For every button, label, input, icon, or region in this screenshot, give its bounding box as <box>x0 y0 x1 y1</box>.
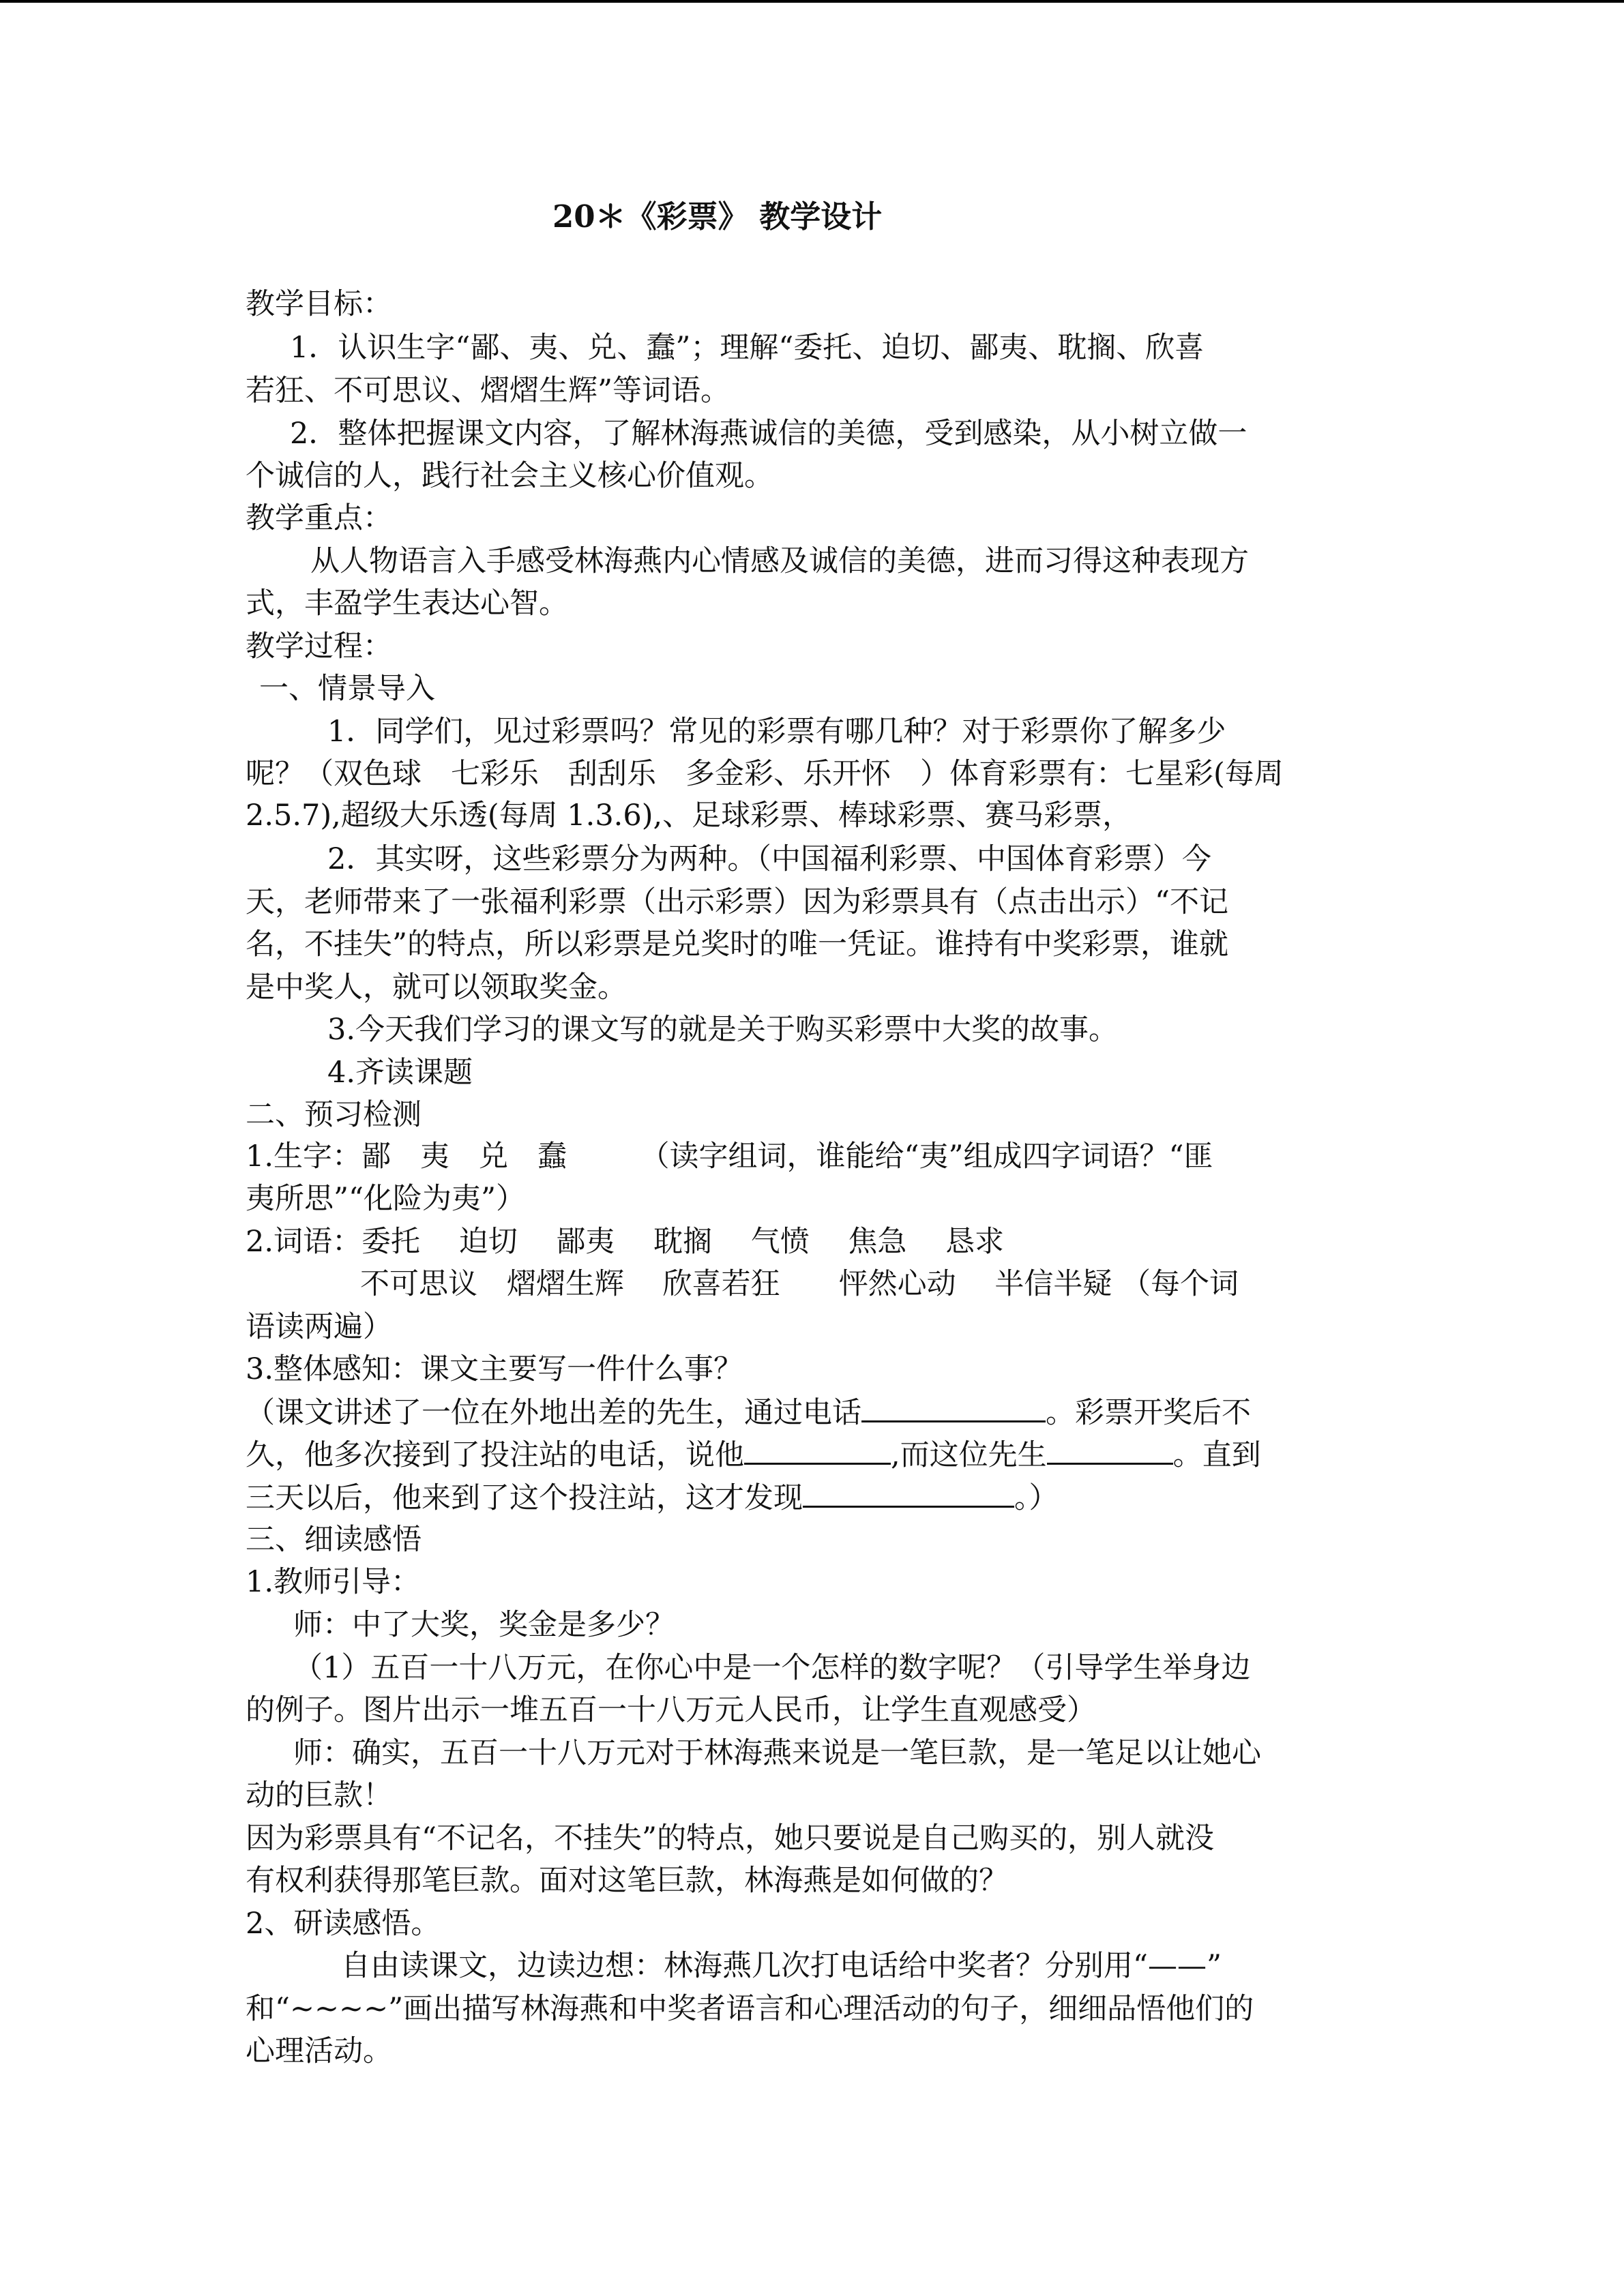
section-1-heading: 一、情景导入 <box>259 672 435 706</box>
s1-p2-line-1: 2．其实呀，这些彩票分为两种。（中国福利彩票、中国体育彩票）今 <box>327 842 1211 876</box>
s1-p3: 3.今天我们学习的课文写的就是关于购买彩票中大奖的故事。 <box>327 1013 1119 1047</box>
answer-blank-3 <box>1047 1435 1173 1465</box>
answer-blank-4 <box>803 1478 1014 1508</box>
s2-p4-line-2-text-c: 。直到 <box>1172 1438 1261 1472</box>
s2-p4-line-3-text-a: 三天以后，他来到了这个投注站，这才发现 <box>246 1481 803 1515</box>
s2-p1-line-1: 1.生字：鄙 夷 兑 蠢 （读字组词，谁能给“夷”组成四字词语？“匪 <box>246 1139 1213 1174</box>
section-2-heading: 二、预习检测 <box>246 1098 422 1132</box>
s2-p2-line-2: 不可思议 熠熠生辉 欣喜若狂 怦然心动 半信半疑 （每个词 <box>360 1267 1239 1301</box>
s3-p4-line-2: 动的巨款！ <box>246 1778 392 1813</box>
s2-p2-line-1: 2.词语：委托 迫切 鄙夷 耽搁 气愤 焦急 恳求 <box>246 1225 1005 1259</box>
answer-blank-2 <box>744 1435 891 1465</box>
s2-p4-line-2 <box>246 1435 1261 1474</box>
s2-p4-line-2-text-a: 久，他多次接到了投注站的电话，说他 <box>246 1438 744 1472</box>
s2-p4-line-3 <box>246 1478 1059 1517</box>
s1-p2-line-2: 天，老师带来了一张福利彩票（出示彩票）因为彩票具有（点击出示）“不记 <box>246 885 1228 919</box>
s3-p1: 1.教师引导： <box>246 1565 421 1599</box>
s2-p4-line-2-text-b: ,而这位先生 <box>891 1438 1047 1472</box>
s1-p1-line-1: 1．同学们，见过彩票吗？常见的彩票有哪几种？对于彩票你了解多少 <box>327 715 1226 749</box>
goals-heading: 教学目标： <box>246 287 392 321</box>
s3-p7-line-2: 和“~~~~”画出描写林海燕和中奖者语言和心理活动的句子，细细品悟他们的 <box>246 1992 1254 2026</box>
goal-2-line-2: 个诚信的人，践行社会主义核心价值观。 <box>246 459 773 493</box>
answer-blank-1 <box>861 1393 1046 1422</box>
s1-p1-line-3: 2.5.7),超级大乐透(每周 1.3.6),、足球彩票、棒球彩票、赛马彩票， <box>246 799 1132 833</box>
s3-p5-line-1: 因为彩票具有“不记名，不挂失”的特点，她只要说是自己购买的，别人就没 <box>246 1821 1214 1855</box>
s3-p4-line-1: 师：确实，五百一十八万元对于林海燕来说是一笔巨款，是一笔足以让她心 <box>293 1736 1261 1770</box>
goal-1-line-1: 1．认识生字“鄙、夷、兑、蠢”；理解“委托、迫切、鄙夷、耽搁、欣喜 <box>290 331 1205 365</box>
s3-p3-line-1: （1）五百一十八万元，在你心中是一个怎样的数字呢？（引导学生举身边 <box>293 1651 1251 1685</box>
document-title: 20＊《彩票》 教学设计 <box>552 198 883 235</box>
s2-p2-line-3: 语读两遍） <box>246 1310 392 1344</box>
s2-p4-line-3-text-b: 。） <box>1014 1481 1059 1515</box>
s2-p4-line-1-text-b: 。彩票开奖后不 <box>1046 1396 1251 1430</box>
s2-p4-line-1 <box>246 1393 1251 1431</box>
goal-2-line-1: 2．整体把握课文内容，了解林海燕诚信的美德，受到感染，从小树立做一 <box>290 417 1247 451</box>
s1-p2-line-3: 名，不挂失”的特点，所以彩票是兑奖时的唯一凭证。谁持有中奖彩票，谁就 <box>246 927 1228 961</box>
s3-p5-line-2: 有权利获得那笔巨款。面对这笔巨款，林海燕是如何做的？ <box>246 1864 1008 1898</box>
s3-p2: 师：中了大奖，奖金是多少？ <box>293 1608 675 1642</box>
key-points-line-2: 式，丰盈学生表达心智。 <box>246 586 568 621</box>
goal-1-line-2: 若狂、不可思议、熠熠生辉”等词语。 <box>246 374 730 408</box>
s2-p3: 3.整体感知：课文主要写一件什么事？ <box>246 1352 743 1386</box>
section-3-heading: 三、细读感悟 <box>246 1523 422 1557</box>
s1-p1-line-2: 呢？（双色球 七彩乐 刮刮乐 多金彩、乐开怀 ）体育彩票有：七星彩(每周 <box>246 757 1284 791</box>
s3-p7-line-1: 自由读课文，边读边想：林海燕几次打电话给中奖者？分别用“——” <box>341 1949 1222 1983</box>
s1-p2-line-4: 是中奖人，就可以领取奖金。 <box>246 970 627 1004</box>
key-points-line-1: 从人物语言入手感受林海燕内心情感及诚信的美德，进而习得这种表现方 <box>310 544 1249 578</box>
s2-p4-line-1-text-a: （课文讲述了一位在外地出差的先生，通过电话 <box>246 1396 861 1430</box>
process-heading: 教学过程： <box>246 629 392 664</box>
s3-p3-line-2: 的例子。图片出示一堆五百一十八万元人民币，让学生直观感受） <box>246 1693 1096 1727</box>
s3-p6: 2、研读感悟。 <box>246 1907 441 1941</box>
s3-p7-line-3: 心理活动。 <box>246 2034 392 2068</box>
s2-p1-line-2: 夷所思”“化险为夷”） <box>246 1182 525 1216</box>
key-points-heading: 教学重点： <box>246 501 392 535</box>
s1-p4: 4.齐读课题 <box>327 1056 473 1090</box>
